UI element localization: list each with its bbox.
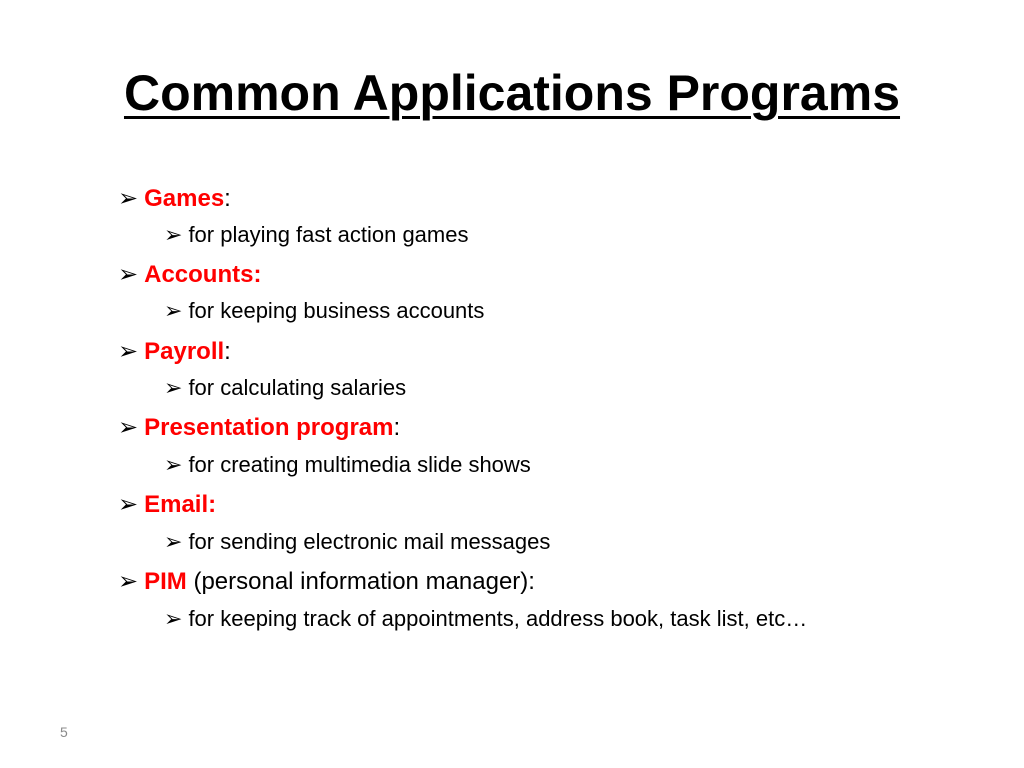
list-subitem [164, 452, 531, 478]
list-subitem [164, 375, 406, 401]
arrow-bullet-icon: ➢ [164, 529, 183, 554]
arrow-bullet-icon: ➢ [118, 185, 139, 212]
item-suffix: (personal information manager): [186, 568, 535, 595]
list-item [118, 337, 231, 366]
item-description: for playing fast action games [188, 222, 469, 247]
item-description: for keeping business accounts [188, 298, 485, 323]
item-term: Games [144, 185, 225, 212]
item-term: PIM [144, 568, 187, 595]
arrow-bullet-icon: ➢ [118, 568, 139, 595]
item-description: for sending electronic mail messages [188, 529, 551, 554]
arrow-bullet-icon: ➢ [164, 606, 183, 631]
list-item [118, 567, 535, 596]
item-term: Presentation program [144, 414, 394, 441]
item-term: Email: [144, 491, 217, 518]
list-item [118, 413, 400, 442]
item-term: Payroll [144, 338, 225, 365]
arrow-bullet-icon: ➢ [118, 491, 139, 518]
arrow-bullet-icon: ➢ [118, 414, 139, 441]
list-item [118, 490, 216, 519]
arrow-bullet-icon: ➢ [164, 452, 183, 477]
item-term: Accounts: [144, 261, 262, 288]
arrow-bullet-icon: ➢ [164, 222, 183, 247]
list-subitem [164, 529, 550, 555]
item-suffix: : [393, 414, 401, 441]
item-description: for calculating salaries [188, 375, 407, 400]
item-description: for keeping track of appointments, address book, task list, etc… [188, 606, 808, 631]
item-suffix: : [224, 338, 231, 365]
arrow-bullet-icon: ➢ [118, 338, 139, 365]
slide-title: Common Applications Programs [123, 65, 901, 121]
page-number: 5 [60, 724, 68, 740]
arrow-bullet-icon: ➢ [164, 375, 183, 400]
list-item [118, 184, 231, 213]
arrow-bullet-icon: ➢ [118, 261, 139, 288]
list-subitem [164, 298, 484, 324]
list-subitem [164, 606, 807, 632]
list-item [118, 260, 261, 289]
arrow-bullet-icon: ➢ [164, 298, 183, 323]
item-suffix: : [224, 185, 231, 212]
item-description: for creating multimedia slide shows [188, 452, 531, 477]
list-subitem [164, 222, 468, 248]
